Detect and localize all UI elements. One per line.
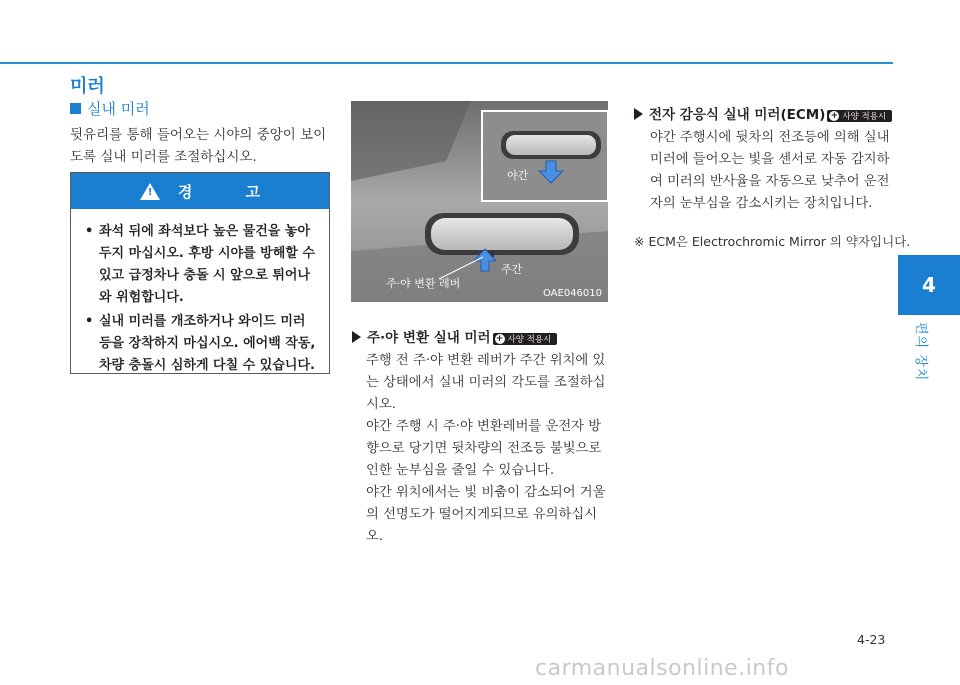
ecm-body: 야간 주행시에 뒷차의 전조등에 의해 실내 미러에 들어오는 빛을 센서로 자동 감지하여 미러의 반사율을 자동으로 낮추어 운전자의 눈부심을 감소시키는 장치입니다. — [650, 130, 890, 211]
subsection-title: 실내 미러 — [70, 98, 150, 119]
label-lever: 주·야 변환 레버 — [386, 277, 461, 290]
watermark: carmanualsonline.info — [535, 656, 789, 681]
mirror-illustration — [351, 101, 608, 302]
ecm-heading: 전자 감응식 실내 미러(ECM) + 사양 적용시 — [634, 103, 892, 123]
warning-item: • 좌석 뒤에 좌석보다 높은 물건을 놓아두지 마십시오. 후방 시야를 방해할 수 있고 급정차나 충돌 시 앞으로 튀어나와 위험합니다. — [85, 221, 317, 309]
section-title: 미러 — [70, 76, 105, 97]
option-badge: + 사양 적용시 — [827, 110, 892, 122]
header-rule — [0, 62, 893, 64]
warning-triangle-icon: ! — [140, 183, 160, 200]
plus-circle-icon: + — [830, 111, 839, 121]
warning-list — [71, 209, 329, 377]
warning-box — [70, 172, 330, 374]
day-night-heading: 주·야 변환 실내 미러 + 사양 적용시 — [352, 326, 557, 346]
label-day: 주간 — [501, 263, 523, 276]
figure-code: OAE046010 — [542, 288, 602, 299]
warning-item: • 실내 미러를 개조하거나 와이드 미러 등을 장착하지 마십시오. 에어백 작동, 차량 충돌시 심하게 다칠 수 있습니다. — [85, 311, 317, 377]
ecm-note: ※ ECM은 Electrochromic Mirror 의 약자입니다. — [634, 234, 911, 249]
square-bullet-icon — [70, 103, 81, 114]
chapter-label: 편의 장치 — [913, 322, 928, 382]
warning-header — [71, 173, 329, 209]
warning-title: 경 고 — [177, 182, 285, 201]
label-night: 야간 — [507, 169, 529, 182]
day-night-body — [366, 350, 610, 548]
mirror-photo — [351, 101, 608, 302]
body-paragraph: 야간 위치에서는 빛 비춤이 감소되어 거울의 선명도가 떨어지게되므로 유의하십시오. — [366, 485, 606, 544]
option-badge: + 사양 적용시 — [493, 333, 558, 345]
page-number: 4-23 — [857, 632, 886, 647]
body-paragraph: 야간 주행 시 주·야 변환레버를 운전자 방향으로 당기면 뒷차량의 전조등 불빛으로 인한 눈부심을 줄일 수 있습니다. — [366, 419, 602, 478]
body-paragraph: 주행 전 주·야 변환 레버가 주간 위치에 있는 상태에서 실내 미러의 각도를 조절하십시오. — [366, 353, 606, 412]
intro-text: 뒷유리를 통해 들어오는 시야의 중앙이 보이도록 실내 미러를 조절하십시오. — [70, 127, 327, 165]
triangle-right-icon — [352, 331, 361, 343]
chapter-tab[interactable]: 4 — [898, 255, 960, 315]
triangle-right-icon — [634, 108, 643, 120]
plus-circle-icon: + — [495, 334, 504, 344]
